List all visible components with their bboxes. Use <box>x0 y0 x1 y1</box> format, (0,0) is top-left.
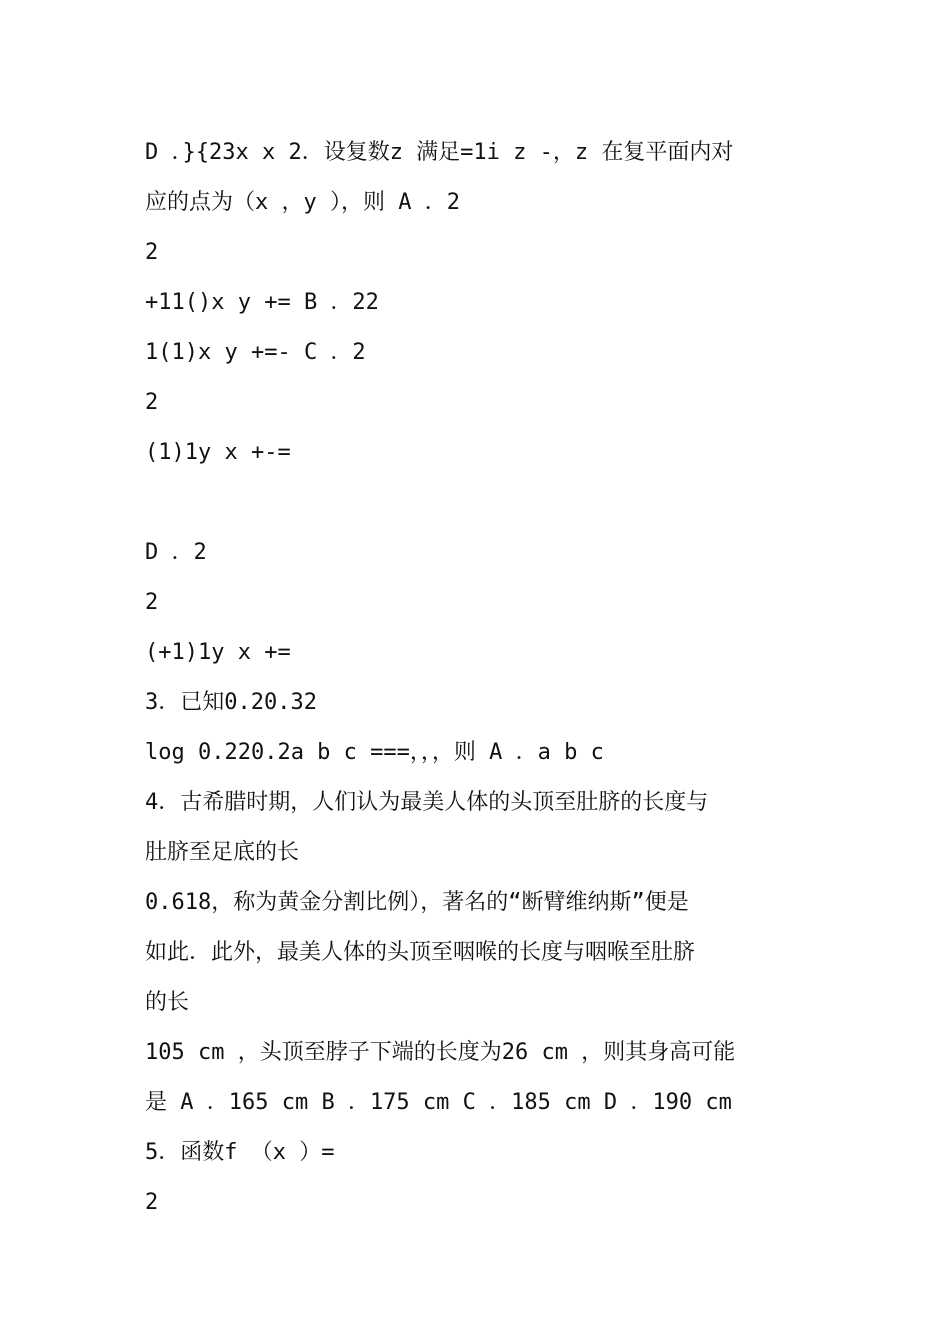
text-line: 2 <box>145 1190 159 1215</box>
text-line: 0.618，称为黄金分割比例），著名的“断臂维纳斯”便是 <box>145 890 689 915</box>
text-line: 3．已知0.20.32 <box>145 690 317 715</box>
text-line: (+1)1y x += <box>145 640 291 665</box>
text-line: 是 A ．165 cm B ．175 cm C ．185 cm D ．190 cm <box>145 1090 732 1115</box>
text-line: 2 <box>145 240 159 265</box>
text-line: 如此．此外，最美人体的头顶至咽喉的长度与咽喉至肚脐 <box>145 940 696 965</box>
text-line: 2 <box>145 390 159 415</box>
text-line: +11()x y += B ．22 <box>145 290 379 315</box>
text-line: 2 <box>145 590 159 615</box>
text-line: log 0.220.2a b c ===，，，则 A ．a b c <box>145 740 604 765</box>
text-line: 4．古希腊时期，人们认为最美人体的头顶至肚脐的长度与 <box>145 790 709 815</box>
text-line: 105 cm ，头顶至脖子下端的长度为26 cm ，则其身高可能 <box>145 1040 736 1065</box>
blank-line <box>145 478 810 528</box>
text-line: 肚脐至足底的长 <box>145 840 300 865</box>
text-line: 应的点为（x ，y ），则 A ．2 <box>145 190 460 215</box>
text-line: D ．}{23x x 2．设复数z 满足=1i z -，z 在复平面内对 <box>145 140 734 165</box>
document-body <box>145 128 810 1228</box>
text-line: 5．函数f （x ）= <box>145 1140 335 1165</box>
text-line: 的长 <box>145 990 190 1015</box>
text-line: (1)1y x +-= <box>145 440 291 465</box>
text-line: D ．2 <box>145 540 207 565</box>
text-line: 1(1)x y +=- C ．2 <box>145 340 366 365</box>
